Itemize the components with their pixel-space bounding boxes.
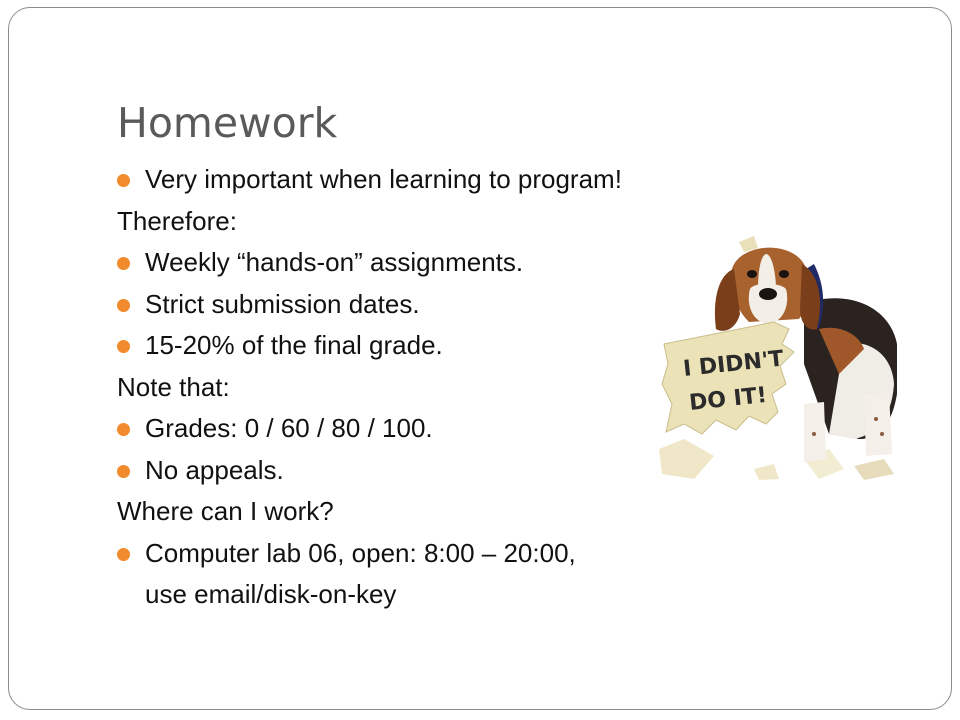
list-item-text: use email/disk-on-key: [145, 579, 397, 609]
list-item-text: Where can I work?: [117, 496, 334, 526]
bullet-dot-icon: [117, 257, 130, 270]
bullet-dot-icon: [117, 340, 130, 353]
list-item-text: Note that:: [117, 371, 230, 402]
bullet-dot-icon: [117, 465, 130, 478]
list-item: [117, 450, 622, 492]
list-item-text: Grades: 0 / 60 / 80 / 100.: [145, 413, 433, 443]
list-item: [117, 408, 622, 450]
list-item: [117, 159, 622, 201]
bullet-dot-icon: [117, 174, 130, 187]
list-item: [117, 367, 622, 409]
slide-title: Homework: [117, 99, 338, 147]
list-item: [117, 533, 622, 575]
list-item-text: 15-20% of the final grade.: [145, 330, 443, 360]
slide-frame: [8, 7, 952, 710]
list-item-text: No appeals.: [145, 454, 284, 485]
list-item-text: Therefore:: [117, 205, 237, 236]
note-text-line2: DO IT!: [688, 382, 769, 416]
list-item-continuation: [117, 574, 622, 616]
list-item: [117, 284, 622, 326]
list-item-text: Strict submission dates.: [145, 288, 420, 319]
note-text-line1: I DIDN'T: [682, 346, 785, 382]
bullet-dot-icon: [117, 299, 130, 312]
list-item-text: Very important when learning to program!: [145, 164, 622, 194]
list-item: [117, 491, 622, 533]
list-item: [117, 325, 622, 367]
list-item: [117, 201, 622, 243]
dog-with-note-illustration: [654, 234, 899, 484]
list-item-text: Weekly “hands-on” assignments.: [145, 247, 524, 277]
bullet-dot-icon: [117, 548, 130, 561]
content-list: [117, 159, 622, 616]
list-item: [117, 242, 622, 284]
list-item-text: Computer lab 06, open: 8:00 – 20:00,: [145, 537, 576, 568]
bullet-dot-icon: [117, 423, 130, 436]
